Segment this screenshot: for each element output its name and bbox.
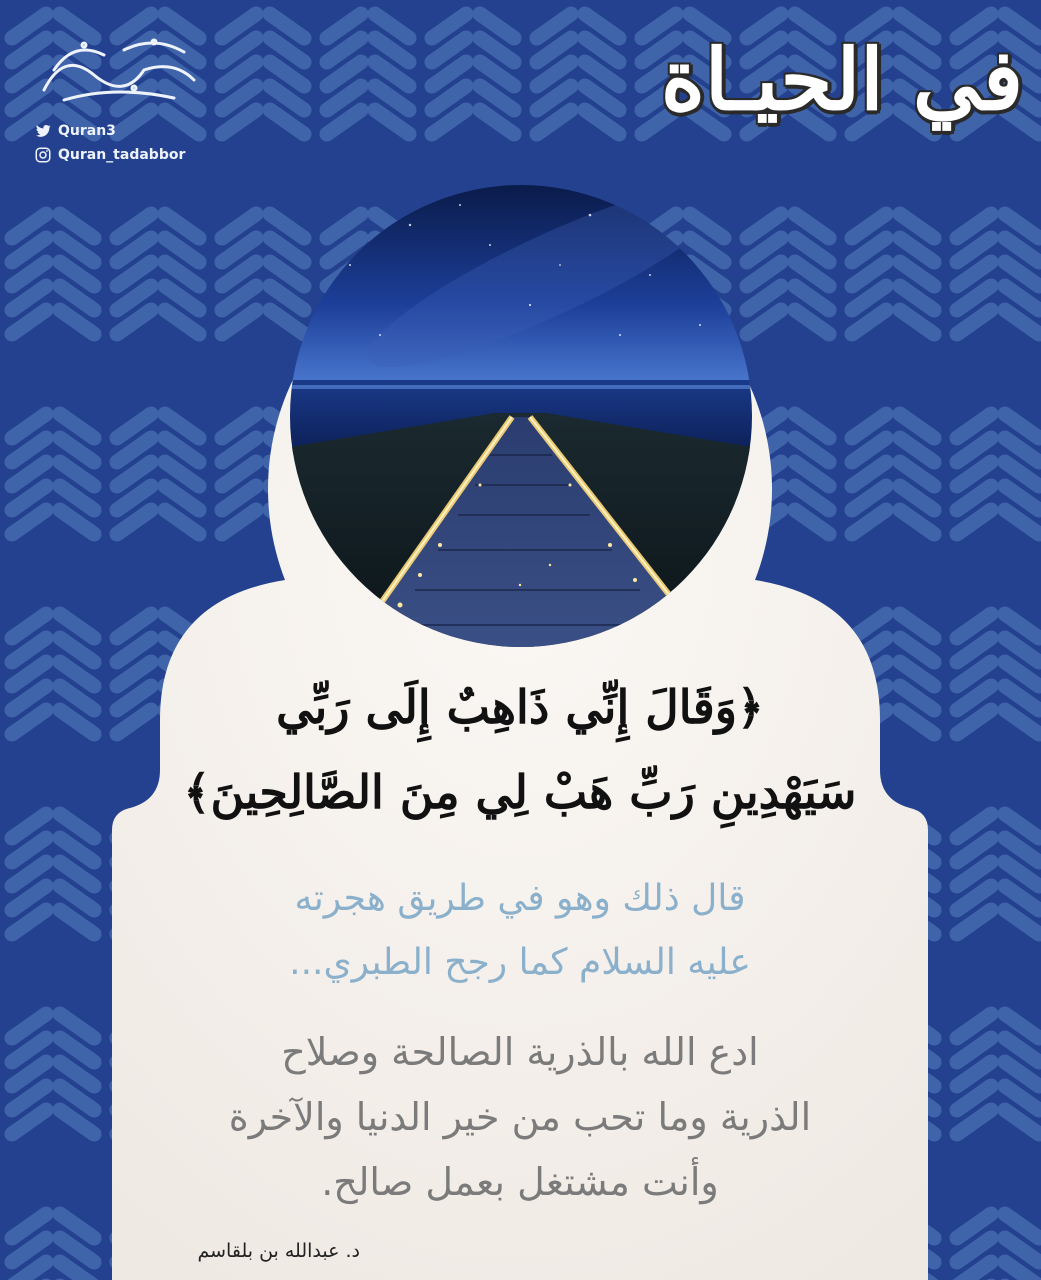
advice-line-2: الذرية وما تحب من خير الدنيا والآخرة — [228, 1095, 812, 1139]
project-logo-calligraphy — [34, 30, 204, 110]
twitter-bird-icon — [34, 122, 52, 140]
logo-block — [28, 30, 218, 170]
night-sky-boardwalk-photo — [290, 185, 752, 647]
twitter-handle: Quran3 — [58, 123, 116, 139]
twitter-row[interactable] — [34, 122, 116, 140]
advice-line-1: ادع الله بالذرية الصالحة وصلاح — [281, 1030, 759, 1074]
advice-line-3: وأنت مشتغل بعمل صالح. — [321, 1160, 719, 1204]
page-title: في الحيـاة — [660, 30, 1023, 129]
note-line-2: عليه السلام كما رجح الطبري... — [289, 942, 751, 983]
verse-line-1: ﴿وَقَالَ إِنِّي ذَاهِبٌ إِلَى رَبِّي — [276, 680, 764, 734]
note-line-1: قال ذلك وهو في طريق هجرته — [294, 878, 746, 919]
verse-line-2: سَيَهْدِينِ رَبِّ هَبْ لِي مِنَ الصَّالِحِينَ﴾ — [183, 765, 857, 819]
instagram-handle: Quran_tadabbor — [58, 147, 186, 163]
author-credit: د. عبدالله بن بلقاسم — [197, 1240, 360, 1262]
instagram-row[interactable] — [34, 146, 185, 164]
instagram-icon — [34, 146, 52, 164]
